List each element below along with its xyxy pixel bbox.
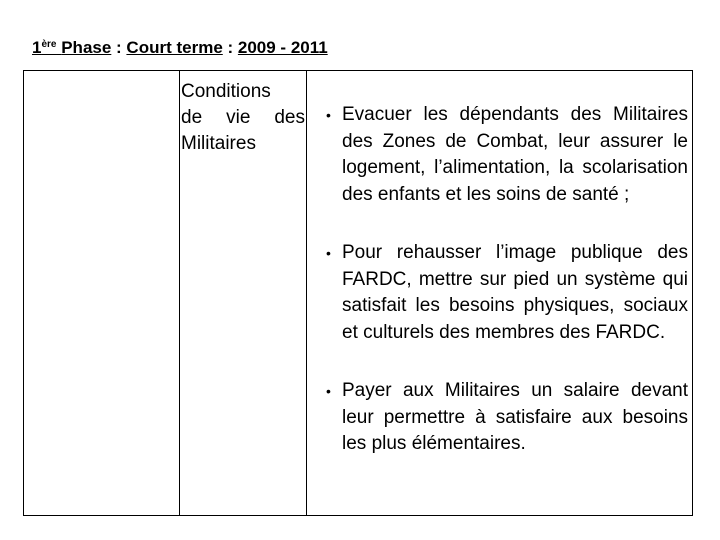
title-separator-2: : [222,38,238,57]
measure-text: Evacuer les dépendants des Militaires des Zones de Combat, leur assurer le logement, l’alimentation, la scolarisation des enfants et les soins de santé ; [342,104,688,205]
column-divider-1 [179,71,180,515]
bullet-icon: • [326,383,331,399]
column-divider-2 [306,71,307,515]
title-separator-1: : [111,38,127,57]
measure-text: Payer aux Militaires un salaire devant leur permettre à satisfaire aux besoins les plus élémentaires. [342,380,688,454]
bullet-icon: • [326,107,331,123]
phase-word: Phase [61,38,112,57]
measure-item [326,102,688,208]
condition-line-3: Militaires [181,133,256,154]
condition-line-2: de vie des [181,107,305,128]
measures-list [326,102,688,458]
term-label: Court terme [126,38,223,57]
measure-text: Pour rehausser l’image publique des FARDC, mettre sur pied un système qui satisfait les besoins physiques, sociaux et culturels des membres des FARDC. [342,242,688,343]
phase-suffix: ère [41,39,57,50]
bullet-icon: • [326,245,331,261]
phase-label [32,38,111,57]
phase-title [32,38,328,58]
phase-number: 1 [32,38,42,57]
condition-line-1: Conditions [181,81,271,102]
period-label: 2009 - 2011 [237,38,328,57]
measure-item [326,378,688,458]
condition-cell [181,79,305,157]
measure-item [326,240,688,346]
